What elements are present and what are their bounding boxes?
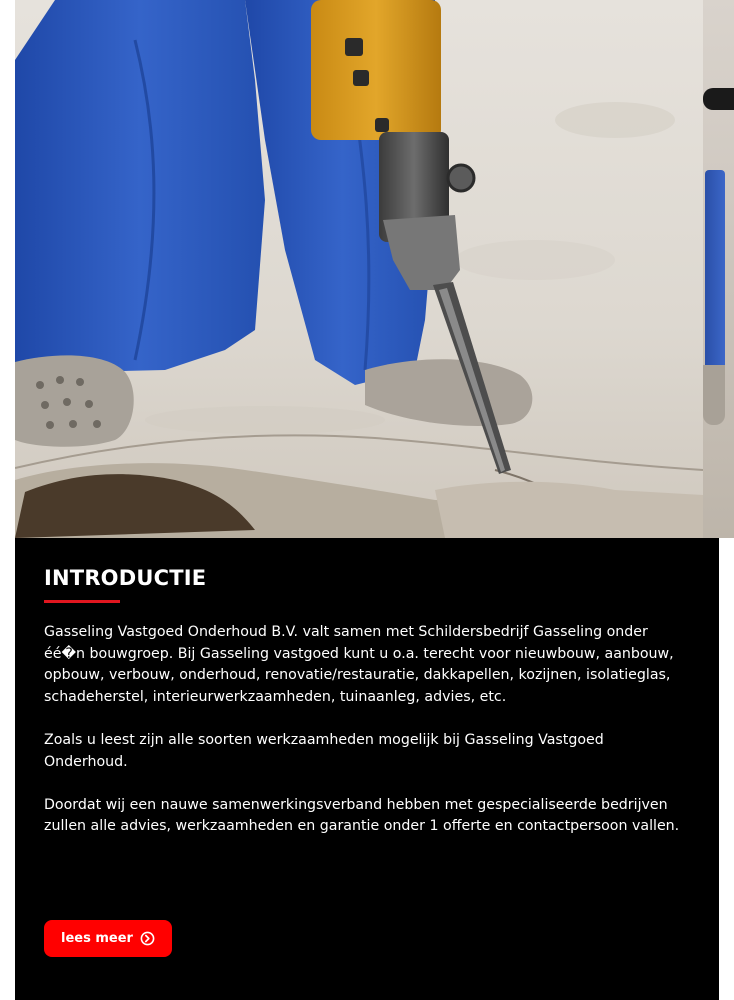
hose-fragment [703, 88, 734, 110]
intro-title: INTRODUCTIE [44, 566, 207, 590]
hero-image [15, 0, 703, 538]
intro-paragraph-3: Doordat wij een nauwe samenwerkingsverband hebben met gespecialiseerde bedrijven zullen alle advies, werkzaamheden en garantie onder 1 offerte en contactpersoon vallen. [44, 796, 680, 835]
next-slide-preview[interactable] [703, 0, 734, 538]
intro-paragraph-1: Gasseling Vastgoed Onderhoud B.V. valt samen met Schildersbedrijf Gasseling onder éé�n bouwgroep. Bij Gasseling vastgoed kunt u o.a. terecht voor nieuwbouw, aanbouw, opbouw, verbouw, onderhoud, renovatie/restauratie, dakkapellen, kozijnen, isolatieglas, schadeherstel, interieurwerkzaamheden, tuinaanleg, advies, etc. [44, 624, 674, 705]
intro-body [44, 622, 684, 860]
intro-card [15, 538, 719, 1000]
intro-paragraph-2: Zoals u leest zijn alle soorten werkzaamheden mogelijk bij Gasseling Vastgoed Onderhoud. [44, 731, 604, 770]
leg-fragment [705, 170, 725, 370]
shoe-fragment [703, 365, 725, 425]
read-more-button[interactable] [44, 920, 172, 957]
chevron-circle-right-icon [140, 931, 155, 946]
read-more-label: lees meer [61, 931, 133, 946]
title-underline [44, 600, 120, 603]
